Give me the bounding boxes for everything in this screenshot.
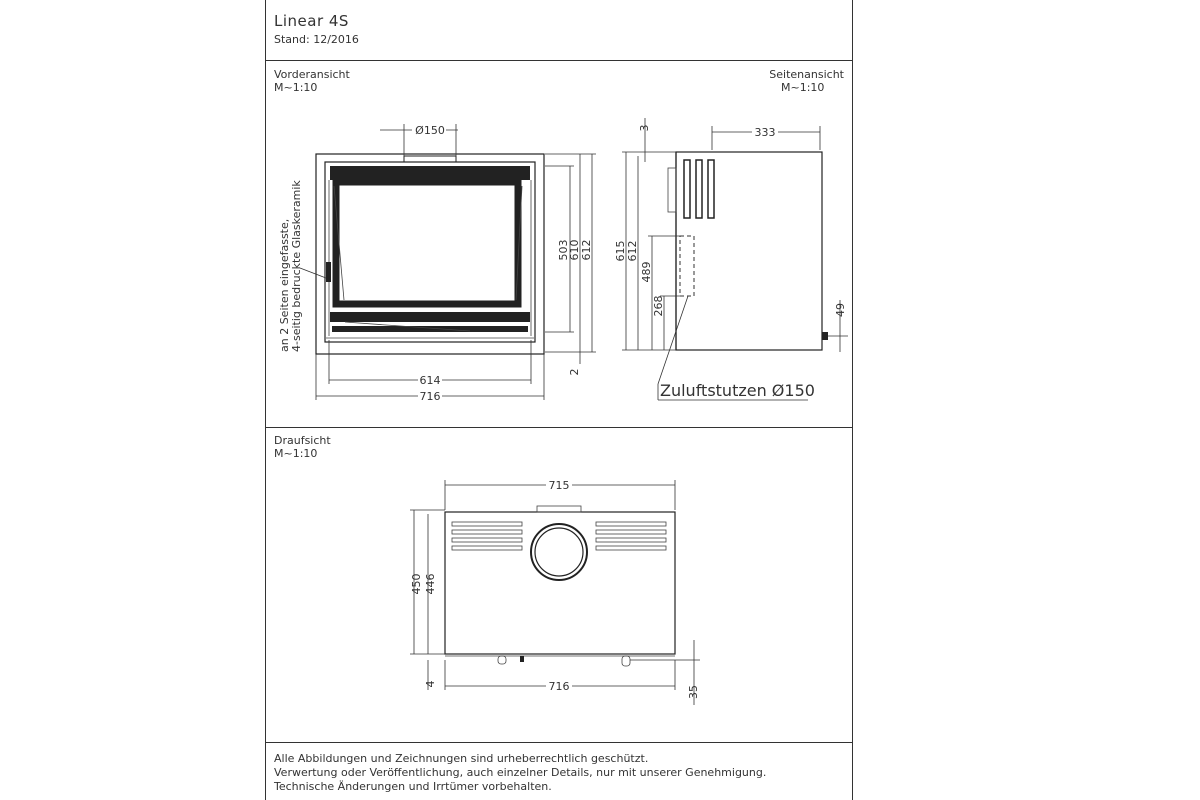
door-handle bbox=[326, 262, 331, 282]
depth-inner-label: 446 bbox=[424, 573, 437, 595]
side-vent-slot-1 bbox=[684, 160, 690, 218]
vent-slot bbox=[596, 538, 666, 542]
footer-usage: Verwertung oder Veröffentlichung, auch einzelner Details, nur mit unserer Genehmigung. bbox=[274, 766, 767, 779]
bottom-offset-label: 2 bbox=[568, 368, 581, 376]
stand-date: Stand: 12/2016 bbox=[274, 33, 359, 46]
foot-height-label: 49 bbox=[834, 303, 847, 317]
top-knob-right bbox=[622, 656, 630, 666]
side-rear-foot bbox=[822, 332, 828, 340]
h1-label: 503 bbox=[557, 239, 570, 261]
vent-slot bbox=[452, 530, 522, 534]
inlet-label: Zuluftstutzen Ø150 bbox=[660, 381, 815, 400]
front-view bbox=[278, 123, 596, 403]
side-vent-slot-2 bbox=[696, 160, 702, 218]
front-offset-label: 4 bbox=[424, 680, 437, 688]
top-knob-left bbox=[498, 656, 506, 664]
top-width-label: 715 bbox=[548, 479, 570, 492]
top-view bbox=[410, 479, 700, 705]
top-vents-left bbox=[452, 522, 522, 550]
side-total-label: 615 bbox=[614, 240, 627, 262]
side-front-trim bbox=[668, 168, 676, 212]
lower-rail bbox=[330, 312, 530, 322]
front-view-scale: M~1:10 bbox=[274, 81, 318, 94]
bottom-width-label: 716 bbox=[548, 680, 570, 693]
top-flue-inner bbox=[535, 528, 583, 576]
front-view-label: Vorderansicht bbox=[274, 68, 350, 81]
side-view bbox=[614, 118, 848, 400]
footer-copyright: Alle Abbildungen und Zeichnungen sind urheberrechtlich geschützt. bbox=[274, 752, 649, 765]
glass-note-line1: an 2 Seiten eingefasste, bbox=[278, 218, 291, 352]
footer-disclaimer: Technische Änderungen und Irrtümer vorbehalten. bbox=[274, 780, 552, 793]
ash-lip bbox=[332, 326, 528, 332]
top-view-scale: M~1:10 bbox=[274, 447, 318, 460]
knob-offset-label: 35 bbox=[687, 685, 700, 699]
inlet-height-label: 268 bbox=[652, 295, 665, 317]
glass-note-line2: 4-seitig bedruckte Glaskeramik bbox=[290, 180, 303, 352]
glass-note-leader bbox=[300, 268, 326, 278]
side-body-label: 612 bbox=[626, 240, 639, 262]
depth-outer-label: 450 bbox=[410, 573, 423, 595]
air-inlet-hidden bbox=[680, 236, 694, 296]
vent-slot bbox=[596, 546, 666, 550]
model-title: Linear 4S bbox=[274, 12, 349, 30]
vent-slot bbox=[452, 546, 522, 550]
depth-label: 333 bbox=[754, 126, 776, 139]
top-vents-right bbox=[596, 522, 666, 550]
top-flue-outer bbox=[531, 524, 587, 580]
outer-width-label: 716 bbox=[419, 390, 441, 403]
side-body bbox=[676, 152, 822, 350]
side-view-label: Seitenansicht bbox=[769, 68, 844, 81]
vent-slot bbox=[452, 522, 522, 526]
glass-door bbox=[336, 182, 518, 304]
side-view-scale: M~1:10 bbox=[781, 81, 825, 94]
top-marker bbox=[520, 656, 524, 662]
vent-slot bbox=[596, 522, 666, 526]
inner-width-label: 614 bbox=[419, 374, 441, 387]
flue-diameter-label: Ø150 bbox=[415, 124, 445, 137]
h3-label: 612 bbox=[580, 239, 593, 261]
side-vent-slot-3 bbox=[708, 160, 714, 218]
h2-label: 610 bbox=[568, 239, 581, 261]
vent-slot bbox=[452, 538, 522, 542]
top-view-label: Draufsicht bbox=[274, 434, 331, 447]
top-flue-collar bbox=[537, 506, 581, 512]
top-heat-shield bbox=[330, 166, 530, 180]
inlet-top-label: 489 bbox=[640, 261, 653, 283]
flue-collar bbox=[404, 156, 456, 162]
top-offset-label: 3 bbox=[638, 124, 651, 132]
top-body bbox=[445, 512, 675, 654]
vent-slot bbox=[596, 530, 666, 534]
